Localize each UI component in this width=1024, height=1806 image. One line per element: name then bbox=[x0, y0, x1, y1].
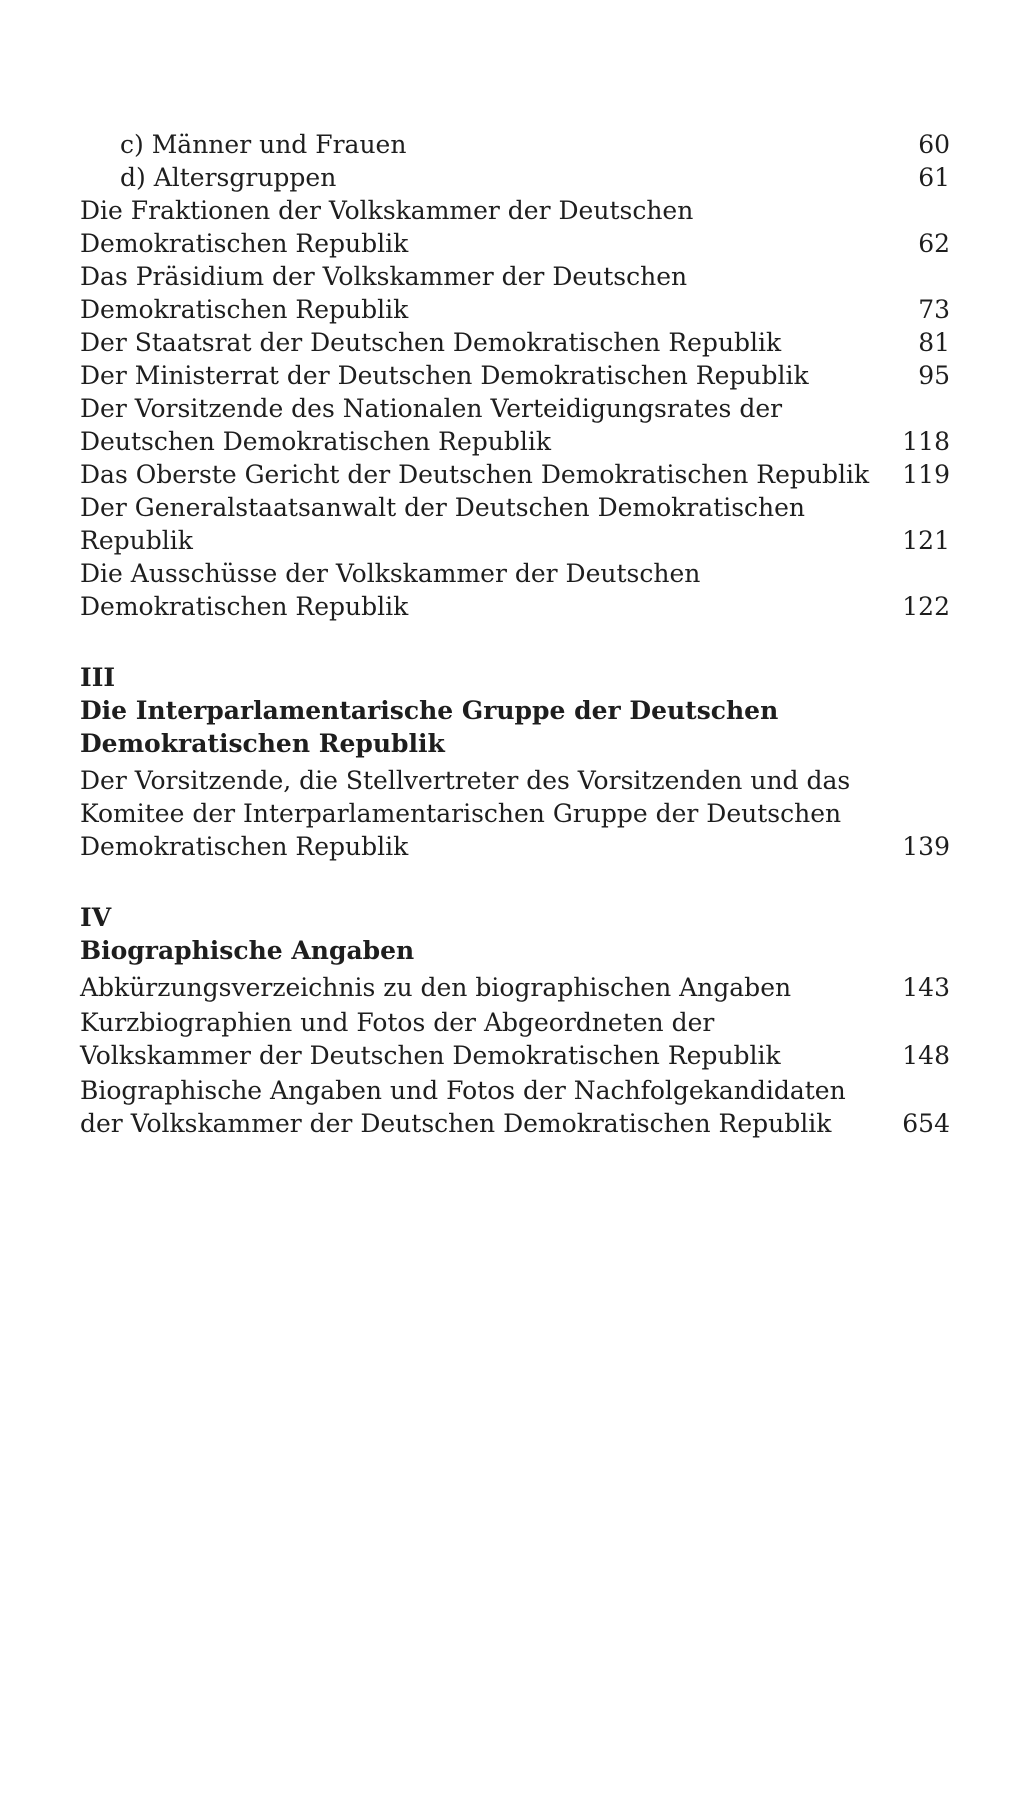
toc-entry bbox=[80, 491, 950, 557]
toc-entry bbox=[80, 1074, 950, 1140]
toc-entry-label: Der Ministerrat der Deutschen Demokratischen Republik bbox=[80, 361, 809, 390]
section-title: Biographische Angaben bbox=[80, 936, 415, 965]
toc-entry-label: Die Fraktionen der Volkskammer der Deutschen Demokratischen Republik bbox=[80, 196, 694, 258]
toc-page-number: 122 bbox=[902, 592, 950, 621]
toc-entry-label: Abkürzungsverzeichnis zu den biographischen Angaben bbox=[80, 973, 792, 1002]
toc-entry-label: Biographische Angaben und Fotos der Nachfolgekandidaten der Volkskammer der Deutschen Demokratischen Republik bbox=[80, 1076, 846, 1138]
toc-entry bbox=[80, 326, 950, 359]
section-number: IV bbox=[80, 903, 112, 932]
table-of-contents bbox=[80, 128, 950, 1140]
section-title: Die Interparlamentarische Gruppe der Deutschen Demokratischen Republik bbox=[80, 696, 779, 758]
toc-entry-label: Die Ausschüsse der Volkskammer der Deutschen Demokratischen Republik bbox=[80, 559, 701, 621]
toc-page-number: 148 bbox=[902, 1041, 950, 1070]
toc-page-number: 73 bbox=[918, 295, 950, 324]
toc-page-number: 143 bbox=[902, 973, 950, 1002]
toc-entry bbox=[80, 764, 950, 863]
toc-page-number: 139 bbox=[902, 832, 950, 861]
toc-entry bbox=[80, 194, 950, 260]
toc-entry bbox=[80, 392, 950, 458]
toc-entry bbox=[80, 161, 950, 194]
toc-entry bbox=[80, 971, 950, 1004]
toc-page-number: 654 bbox=[902, 1109, 950, 1138]
toc-page-number: 62 bbox=[918, 229, 950, 258]
toc-entry-label: d) Altersgruppen bbox=[120, 163, 337, 192]
toc-page-number: 81 bbox=[918, 328, 950, 357]
toc-page-number: 60 bbox=[918, 130, 950, 159]
toc-page-number: 95 bbox=[918, 361, 950, 390]
toc-entry bbox=[80, 260, 950, 326]
toc-entry bbox=[80, 1006, 950, 1072]
toc-entry bbox=[80, 128, 950, 161]
toc-entry-label: Das Präsidium der Volkskammer der Deutschen Demokratischen Republik bbox=[80, 262, 688, 324]
toc-entry bbox=[80, 359, 950, 392]
toc-entry-label: Der Vorsitzende, die Stellvertreter des Vorsitzenden und das Komitee der Interparlamentarischen Gruppe der Deutschen Demokratischen Republik bbox=[80, 766, 851, 861]
toc-page-number: 61 bbox=[918, 163, 950, 192]
section-number: III bbox=[80, 663, 116, 692]
toc-page-number: 118 bbox=[902, 427, 950, 456]
toc-entry bbox=[80, 458, 950, 491]
toc-entry-label: Kurzbiographien und Fotos der Abgeordneten der Volkskammer der Deutschen Demokratischen Republik bbox=[80, 1008, 781, 1070]
toc-entry-label: Der Vorsitzende des Nationalen Verteidigungsrates der Deutschen Demokratischen Republik bbox=[80, 394, 783, 456]
toc-entry-label: Das Oberste Gericht der Deutschen Demokratischen Republik bbox=[80, 460, 870, 489]
toc-entry bbox=[80, 557, 950, 623]
toc-entry-label: Der Staatsrat der Deutschen Demokratischen Republik bbox=[80, 328, 782, 357]
toc-page-number: 119 bbox=[902, 460, 950, 489]
toc-entry-label: c) Männer und Frauen bbox=[120, 130, 407, 159]
toc-entry-label: Der Generalstaatsanwalt der Deutschen Demokratischen Republik bbox=[80, 493, 806, 555]
toc-page-number: 121 bbox=[902, 526, 950, 555]
